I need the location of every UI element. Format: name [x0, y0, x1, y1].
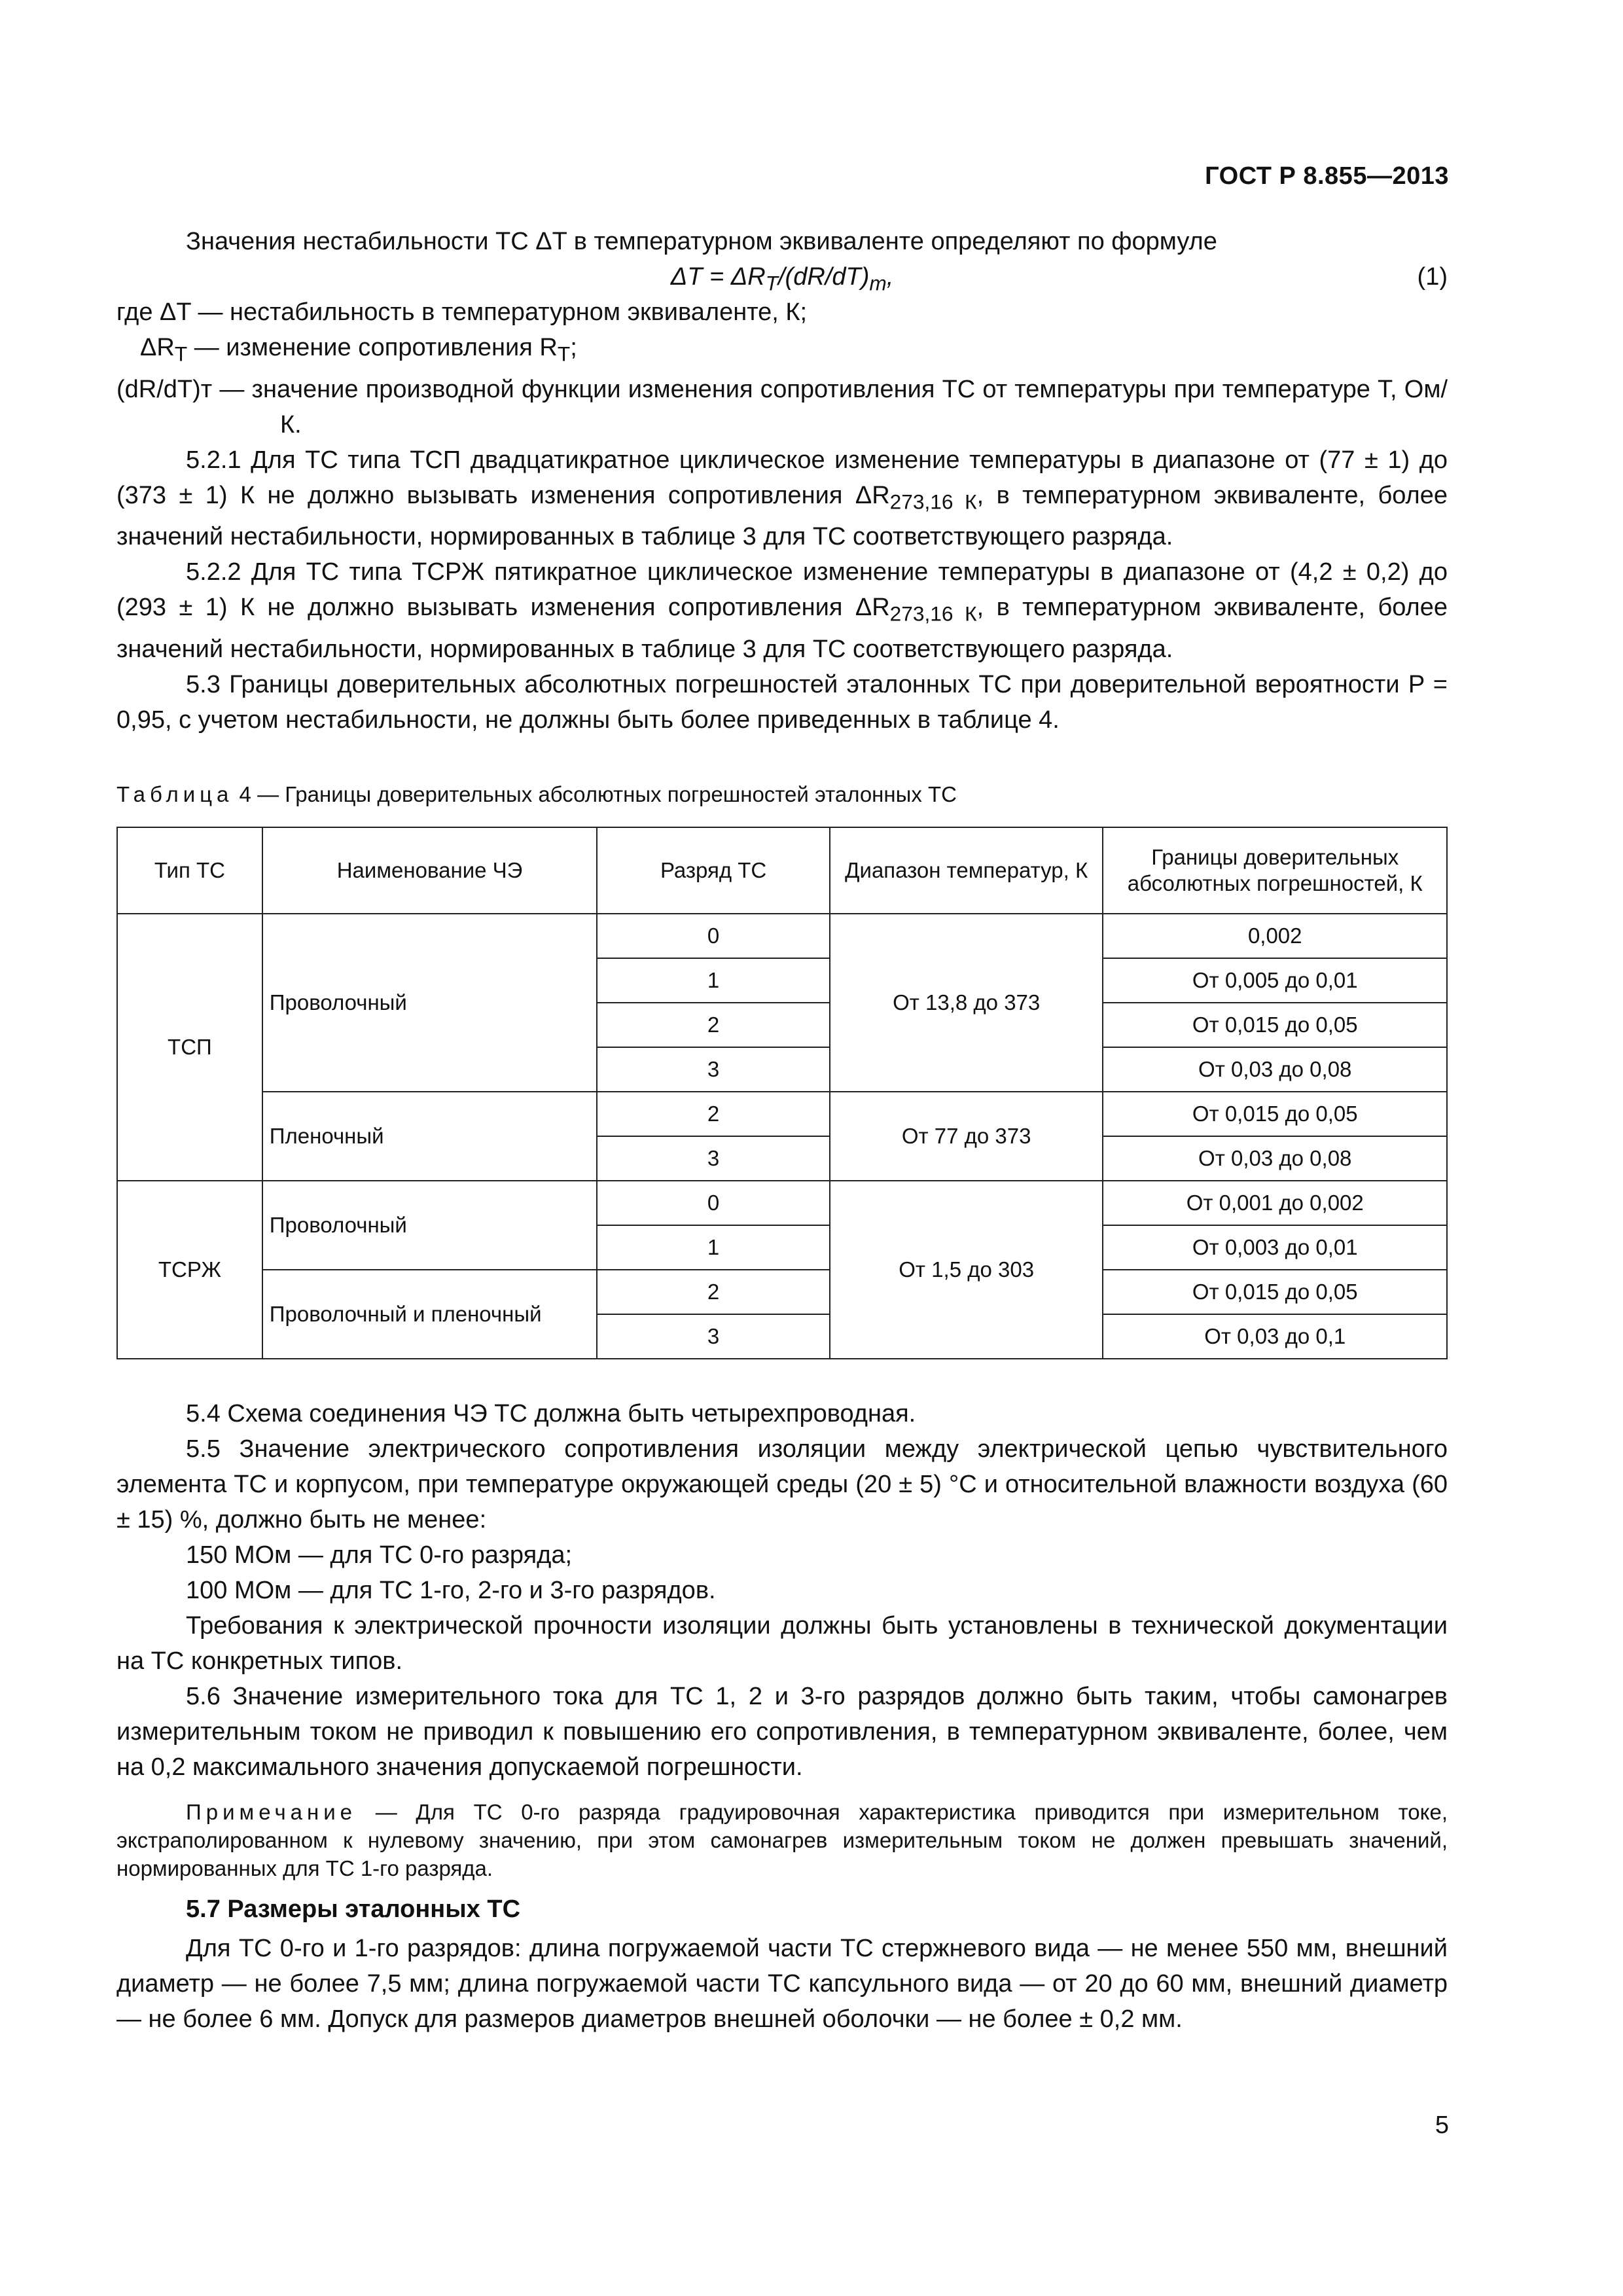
header-type: Тип ТС: [117, 827, 262, 914]
table-header-row: [117, 827, 1447, 914]
grade-cell: 1: [597, 1225, 830, 1270]
bound-cell: От 0,005 до 0,01: [1103, 958, 1447, 1003]
grade-cell: 3: [597, 1047, 830, 1092]
table-row: [117, 914, 1447, 958]
note: Примечание — Для ТС 0-го разряда градуировочная характеристика приводится при измерительном токе, экстраполированном к нулевому значению, при этом самонагрев измерительным током не должен превышать значений, нормированных для ТС 1-го разряда.: [116, 1799, 1448, 1880]
clause-5-6: 5.6 Значение измерительного тока для ТС 1, 2 и 3-го разрядов должно быть таким, чтобы самонагрев измерительным током не приводил к повышению его сопротивления, в температурном эквиваленте, более, чем на 0,2 максимального значения допускаемой погрешности.: [116, 1682, 1448, 1781]
clause-5-3: 5.3 Границы доверительных абсолютных погрешностей эталонных ТС при доверительной вероятности P = 0,95, с учетом нестабильности, не должны быть более приведенных в таблице 4.: [116, 670, 1448, 734]
clause-5-2-1: 5.2.1 Для ТС типа ТСП двадцатикратное циклическое изменение температуры в диапазоне от (77 ± 1) до (373 ± 1) К не должно вызывать изменения сопротивления $\Delta R_{273,16 К}$, в температурном эквиваленте, более значений нестабильности, нормированных в таблице 3 для ТС соответствующего разряда.: [116, 446, 1448, 551]
definition-delta-r: $\Delta R_T$ — изменение сопротивления $R_T$;: [140, 334, 577, 366]
table-row: [117, 1092, 1447, 1136]
grade-cell: 2: [597, 1092, 830, 1136]
table-row: [117, 1181, 1447, 1225]
table-caption: Таблица 4 — Границы доверительных абсолютных погрешностей эталонных ТС: [116, 781, 957, 806]
grade-cell: 2: [597, 1270, 830, 1314]
range-cell: От 1,5 до 303: [830, 1181, 1103, 1359]
page-number: 5: [1435, 2111, 1449, 2139]
table-4: [116, 827, 1448, 1359]
grade-cell: 0: [597, 1181, 830, 1225]
clause-5-4: 5.4 Схема соединения ЧЭ ТС должна быть четырехпроводная.: [186, 1399, 916, 1427]
element-cell: Проволочный: [262, 914, 597, 1092]
header-element: Наименование ЧЭ: [262, 827, 597, 914]
section-5-7-text: Для ТС 0-го и 1-го разрядов: длина погружаемой части ТС стержневого вида — не менее 550 мм, внешний диаметр — не более 7,5 мм; длина погружаемой части ТС капсульного вида — от 20 до 60 мм, внешний диаметр — не более 6 мм. Допуск для размеров диаметров внешней оболочки — не более ± 0,2 мм.: [116, 1934, 1448, 2033]
formula-number: (1): [1417, 263, 1448, 291]
definition-delta-t: где ΔT — нестабильность в температурном эквиваленте, К;: [116, 298, 808, 326]
section-5-7-title: 5.7 Размеры эталонных ТС: [186, 1895, 521, 1923]
header-bounds: Границы доверительных абсолютных погрешностей, К: [1103, 827, 1447, 914]
type-cell: ТСП: [117, 914, 262, 1181]
formula: $\Delta T = \Delta R_T/(dR/dT)_т$,: [670, 263, 894, 295]
clause-5-5: 5.5 Значение электрического сопротивления изоляции между электрической цепью чувствительного элемента ТС и корпусом, при температуре окружающей среды (20 ± 5) °С и относительной влажности воздуха (60 ± 15) %, должно быть не менее:: [116, 1435, 1448, 1534]
post-table-section: [116, 1396, 1448, 2037]
bound-cell: 0,002: [1103, 914, 1447, 958]
document-body: [116, 224, 1448, 2037]
bound-cell: От 0,015 до 0,05: [1103, 1092, 1447, 1136]
document-header: ГОСТ Р 8.855—2013: [1205, 162, 1449, 190]
header-range: Диапазон температур, К: [830, 827, 1103, 914]
grade-cell: 1: [597, 958, 830, 1003]
element-cell: Проволочный и пленочный: [262, 1270, 597, 1359]
bound-cell: От 0,03 до 0,08: [1103, 1047, 1447, 1092]
table-row: [117, 1270, 1447, 1314]
range-cell: От 77 до 373: [830, 1092, 1103, 1181]
requirement-item: 150 МОм — для ТС 0-го разряда;: [186, 1541, 573, 1569]
grade-cell: 3: [597, 1136, 830, 1181]
requirement-item: 100 МОм — для ТС 1-го, 2-го и 3-го разрядов.: [186, 1576, 716, 1604]
header-grade: Разряд ТС: [597, 827, 830, 914]
grade-cell: 3: [597, 1314, 830, 1359]
grade-cell: 0: [597, 914, 830, 958]
element-cell: Пленочный: [262, 1092, 597, 1181]
type-cell: ТСРЖ: [117, 1181, 262, 1359]
bound-cell: От 0,015 до 0,05: [1103, 1270, 1447, 1314]
formula-intro: Значения нестабильности ТС ΔT в температурном эквиваленте определяют по формуле: [186, 228, 1217, 255]
bound-cell: От 0,003 до 0,01: [1103, 1225, 1447, 1270]
bound-cell: От 0,03 до 0,1: [1103, 1314, 1447, 1359]
bound-cell: От 0,001 до 0,002: [1103, 1181, 1447, 1225]
bound-cell: От 0,03 до 0,08: [1103, 1136, 1447, 1181]
element-cell: Проволочный: [262, 1181, 597, 1270]
grade-cell: 2: [597, 1003, 830, 1047]
clause-5-2-2: 5.2.2 Для ТС типа ТСРЖ пятикратное циклическое изменение температуры в диапазоне от (4,2 ± 0,2) до (293 ± 1) К не должно вызывать изменения сопротивления $\Delta R_{273,16 К}$, в температурном эквиваленте, более значений нестабильности, нормированных в таблице 3 для ТС соответствующего разряда.: [116, 558, 1448, 663]
bound-cell: От 0,015 до 0,05: [1103, 1003, 1447, 1047]
formula-line: [116, 259, 1448, 295]
definition-derivative: (dR/dT)т — значение производной функции изменения сопротивления ТС от температуры при температуре T, Ом/К.: [116, 375, 1448, 439]
insulation-requirement: Требования к электрической прочности изоляции должны быть установлены в технической документации на ТС конкретных типов.: [116, 1611, 1448, 1675]
range-cell: От 13,8 до 373: [830, 914, 1103, 1092]
